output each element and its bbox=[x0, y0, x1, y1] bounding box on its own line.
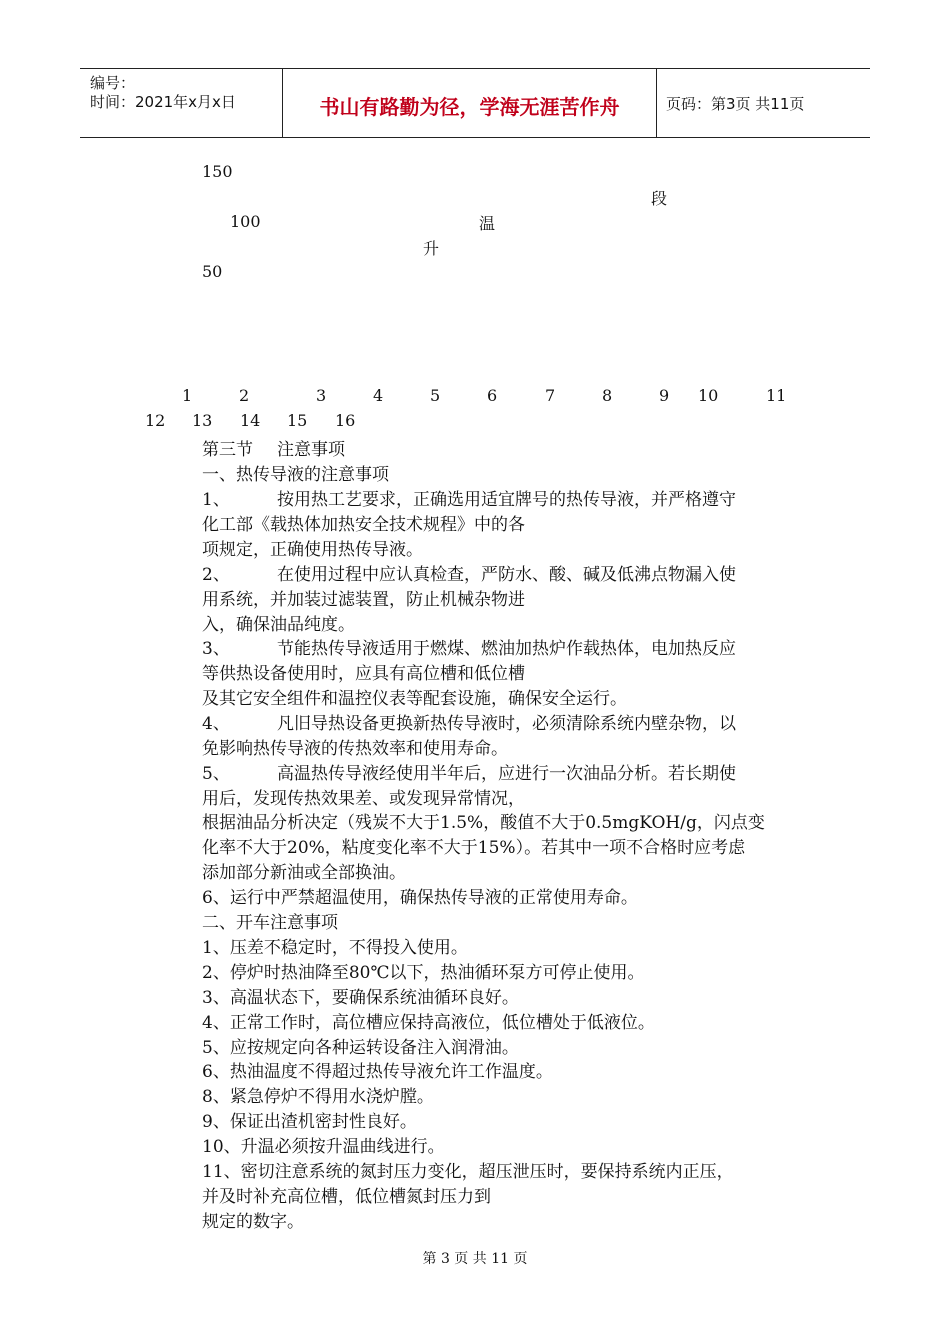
x-tick-label: 14 bbox=[240, 411, 261, 430]
x-tick-label: 1 bbox=[182, 386, 193, 405]
y-tick-label: 150 bbox=[202, 162, 233, 181]
number-label: 编号： bbox=[90, 74, 136, 92]
x-tick-label: 11 bbox=[766, 386, 787, 405]
list-item-cont: 免影响热传导液的传热效率和使用寿命。 bbox=[202, 739, 508, 759]
list-item: 8、紧急停炉不得用水浇炉膛。 bbox=[202, 1087, 434, 1107]
list-item: 6、运行中严禁超温使用，确保热传导液的正常使用寿命。 bbox=[202, 888, 638, 908]
x-tick-label: 13 bbox=[192, 411, 213, 430]
chart-annotation: 温 bbox=[479, 214, 496, 233]
list-item-cont: 并及时补充高位槽，低位槽氮封压力到 bbox=[202, 1187, 491, 1207]
header-page-cell bbox=[656, 69, 870, 137]
x-tick-label: 9 bbox=[659, 386, 670, 405]
x-tick-label: 12 bbox=[145, 411, 166, 430]
list-item: 2、 在使用过程中应认真检查，严防水、酸、碱及低沸点物漏入使 bbox=[202, 565, 736, 585]
list-item-cont: 用后，发现传热效果差、或发现异常情况， bbox=[202, 789, 525, 809]
y-tick-label: 100 bbox=[230, 212, 261, 231]
header-motto-cell bbox=[282, 69, 657, 137]
header-meta-cell bbox=[80, 69, 282, 137]
chart-annotation: 升 bbox=[423, 239, 440, 258]
list-item: 11、密切注意系统的氮封压力变化，超压泄压时，要保持系统内正压， bbox=[202, 1162, 734, 1182]
list-item: 5、应按规定向各种运转设备注入润滑油。 bbox=[202, 1038, 519, 1058]
x-tick-label: 6 bbox=[487, 386, 498, 405]
list-item: 6、热油温度不得超过热传导液允许工作温度。 bbox=[202, 1062, 553, 1082]
list-item: 2、停炉时热油降至80℃以下，热油循环泵方可停止使用。 bbox=[202, 963, 645, 983]
x-tick-label: 2 bbox=[239, 386, 250, 405]
list-item-cont: 化工部《载热体加热安全技术规程》中的各 bbox=[202, 515, 525, 535]
list-item-cont: 项规定，正确使用热传导液。 bbox=[202, 540, 423, 560]
x-tick-label: 5 bbox=[430, 386, 441, 405]
page-header bbox=[80, 68, 870, 138]
part1-heading: 一、热传导液的注意事项 bbox=[202, 465, 389, 485]
list-item-cont: 用系统，并加装过滤装置，防止机械杂物进 bbox=[202, 590, 525, 610]
y-tick-label: 50 bbox=[202, 262, 223, 281]
x-tick-label: 16 bbox=[335, 411, 356, 430]
part2-heading: 二、开车注意事项 bbox=[202, 913, 338, 933]
list-item-cont: 入，确保油品纯度。 bbox=[202, 615, 355, 635]
list-item: 4、正常工作时，高位槽应保持高液位，低位槽处于低液位。 bbox=[202, 1013, 655, 1033]
list-item: 10、升温必须按升温曲线进行。 bbox=[202, 1137, 445, 1157]
x-tick-label: 7 bbox=[545, 386, 556, 405]
x-tick-label: 4 bbox=[373, 386, 384, 405]
motto: 书山有路勤为径，学海无涯苦作舟 bbox=[319, 95, 620, 119]
x-tick-label: 15 bbox=[287, 411, 308, 430]
list-item: 4、 凡旧导热设备更换新热传导液时，必须清除系统内壁杂物，以 bbox=[202, 714, 736, 734]
section-number: 第三节 bbox=[202, 440, 253, 460]
list-item-cont: 等供热设备使用时，应具有高位槽和低位槽 bbox=[202, 664, 525, 684]
list-item-cont: 根据油品分析决定（残炭不大于1.5%，酸值不大于0.5mgKOH/g，闪点变 bbox=[202, 813, 765, 833]
list-item: 1、 按用热工艺要求，正确选用适宜牌号的热传导液，并严格遵守 bbox=[202, 490, 736, 510]
chart-annotation: 段 bbox=[651, 189, 668, 208]
page-footer: 第 3 页 共 11 页 bbox=[422, 1251, 528, 1267]
list-item-cont: 化率不大于20%，粘度变化率不大于15%）。若其中一项不合格时应考虑 bbox=[202, 838, 746, 858]
page-label: 页码：第3页 共11页 bbox=[666, 95, 805, 113]
x-tick-label: 3 bbox=[316, 386, 327, 405]
list-item-cont: 添加部分新油或全部换油。 bbox=[202, 863, 406, 883]
time-label: 时间：2021年x月x日 bbox=[90, 93, 236, 111]
section-heading: 注意事项 bbox=[277, 440, 345, 460]
x-tick-label: 10 bbox=[698, 386, 719, 405]
list-item: 3、 节能热传导液适用于燃煤、燃油加热炉作载热体，电加热反应 bbox=[202, 639, 736, 659]
list-item: 9、保证出渣机密封性良好。 bbox=[202, 1112, 417, 1132]
section-title bbox=[202, 435, 345, 460]
list-item-cont: 规定的数字。 bbox=[202, 1212, 304, 1232]
list-item: 1、压差不稳定时，不得投入使用。 bbox=[202, 938, 468, 958]
x-tick-label: 8 bbox=[602, 386, 613, 405]
list-item: 3、高温状态下，要确保系统油循环良好。 bbox=[202, 988, 519, 1008]
list-item: 5、 高温热传导液经使用半年后，应进行一次油品分析。若长期使 bbox=[202, 764, 736, 784]
list-item-cont: 及其它安全组件和温控仪表等配套设施，确保安全运行。 bbox=[202, 689, 627, 709]
